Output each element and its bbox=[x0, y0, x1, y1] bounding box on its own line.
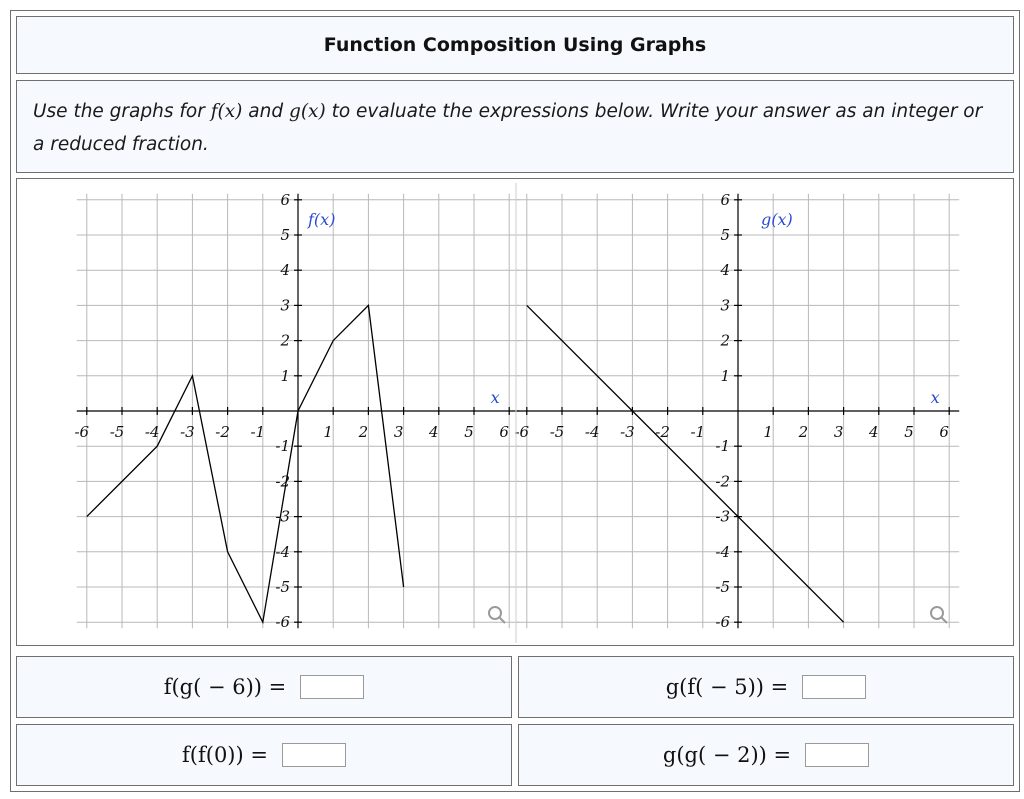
g-y-tick-label: -2 bbox=[715, 472, 730, 491]
g-x-tick-label: 4 bbox=[869, 423, 879, 441]
g-x-tick-label: -5 bbox=[549, 423, 565, 441]
f-y-tick-label: -6 bbox=[275, 613, 290, 632]
f-x-tick-label: 1 bbox=[323, 423, 333, 441]
g-curve bbox=[527, 305, 844, 622]
instructions-text-3: to evaluate the expressions below. Write your answer as an integer or a reduced fraction. bbox=[33, 101, 983, 155]
question-4 bbox=[518, 724, 1014, 786]
f-y-tick-label: 3 bbox=[280, 296, 290, 315]
answer-input-1[interactable] bbox=[300, 675, 364, 699]
g-x-tick-label: 5 bbox=[904, 423, 914, 441]
f-x-tick-label: -6 bbox=[74, 423, 90, 441]
question-3 bbox=[16, 724, 512, 786]
question-2 bbox=[518, 656, 1014, 718]
f-symbol: f(x) bbox=[210, 101, 243, 122]
f-x-axis-label: x bbox=[490, 388, 500, 407]
g-symbol: g(x) bbox=[288, 101, 326, 122]
answer-input-2[interactable] bbox=[802, 675, 866, 699]
f-x-tick-label: -2 bbox=[215, 423, 230, 441]
g-y-tick-label: -3 bbox=[715, 507, 730, 526]
f-y-tick-label: -3 bbox=[275, 507, 290, 526]
instructions-text-2: and bbox=[242, 101, 289, 122]
f-graph bbox=[74, 191, 519, 631]
magnifier-icon bbox=[489, 607, 505, 623]
f-x-tick-label: 6 bbox=[499, 423, 509, 441]
instructions bbox=[33, 95, 999, 161]
g-x-tick-label: 1 bbox=[763, 423, 773, 441]
f-y-tick-label: 4 bbox=[280, 261, 290, 280]
f-y-tick-label: -4 bbox=[275, 542, 290, 561]
f-y-tick-label: 2 bbox=[280, 331, 290, 350]
g-x-tick-label: 2 bbox=[798, 423, 809, 441]
g-y-tick-label: -4 bbox=[715, 542, 730, 561]
f-x-tick-label: 3 bbox=[393, 423, 404, 441]
f-x-tick-label: 4 bbox=[429, 423, 439, 441]
f-x-tick-label: -1 bbox=[250, 423, 266, 441]
g-y-tick-label: 4 bbox=[720, 261, 730, 280]
title-cell bbox=[16, 16, 1014, 74]
g-y-tick-label: 3 bbox=[720, 296, 730, 315]
g-x-tick-label: -1 bbox=[690, 423, 706, 441]
g-x-tick-label: -3 bbox=[620, 423, 635, 441]
g-y-tick-label: 6 bbox=[720, 190, 730, 209]
g-y-tick-label: -5 bbox=[715, 578, 730, 596]
question-2-expression: g(f( − 5)) = bbox=[665, 675, 789, 699]
g-y-tick-label: -6 bbox=[715, 613, 730, 632]
graphs-svg bbox=[17, 179, 1015, 647]
magnifier-icon bbox=[931, 607, 947, 623]
g-x-tick-label: -4 bbox=[584, 423, 600, 441]
f-curve bbox=[87, 305, 404, 622]
f-x-tick-label: 2 bbox=[358, 423, 369, 441]
f-y-tick-label: 5 bbox=[280, 226, 290, 244]
f-x-tick-label: 5 bbox=[464, 423, 474, 441]
g-function-label: g(x) bbox=[761, 210, 793, 229]
f-x-tick-label: -3 bbox=[180, 423, 195, 441]
f-y-tick-label: -5 bbox=[275, 578, 290, 596]
g-y-tick-label: 5 bbox=[720, 226, 730, 244]
instructions-cell bbox=[16, 80, 1014, 173]
question-3-expression: f(f(0)) = bbox=[182, 743, 268, 767]
f-x-tick-label: -5 bbox=[109, 423, 125, 441]
g-y-tick-label: 1 bbox=[720, 366, 730, 385]
f-y-tick-label: 6 bbox=[280, 190, 290, 209]
question-1-expression: f(g( − 6)) = bbox=[163, 675, 287, 699]
g-y-tick-label: -1 bbox=[715, 437, 730, 456]
answer-input-3[interactable] bbox=[282, 743, 346, 767]
instructions-text-1: Use the graphs for bbox=[33, 101, 211, 122]
graphs-cell bbox=[16, 178, 1014, 646]
page-title: Function Composition Using Graphs bbox=[323, 34, 707, 56]
f-function-label: f(x) bbox=[308, 210, 336, 229]
g-x-axis-label: x bbox=[930, 388, 940, 407]
g-x-tick-label: 6 bbox=[939, 423, 949, 441]
f-y-tick-label: -2 bbox=[275, 472, 290, 491]
g-x-tick-label: 3 bbox=[833, 423, 844, 441]
g-graph bbox=[514, 191, 959, 631]
question-1 bbox=[16, 656, 512, 718]
f-y-tick-label: 1 bbox=[280, 366, 290, 385]
f-x-tick-label: -4 bbox=[144, 423, 160, 441]
g-x-tick-label: -2 bbox=[655, 423, 670, 441]
question-4-expression: g(g( − 2)) = bbox=[662, 743, 792, 767]
g-y-tick-label: 2 bbox=[720, 331, 730, 350]
f-y-tick-label: -1 bbox=[275, 437, 290, 456]
answer-input-4[interactable] bbox=[805, 743, 869, 767]
g-x-tick-label: -6 bbox=[514, 423, 530, 441]
